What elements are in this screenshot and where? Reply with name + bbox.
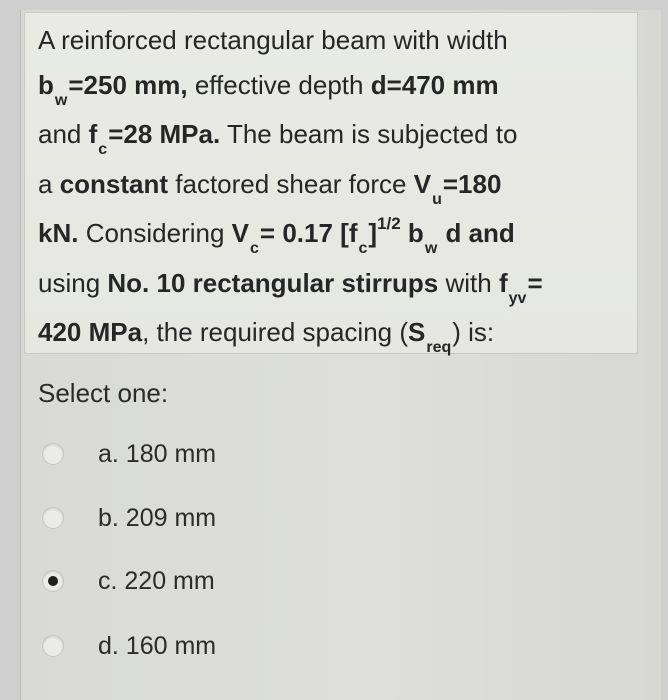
radio-icon[interactable]: [42, 635, 64, 657]
emphasis-text: constant: [59, 168, 169, 199]
question-text-fragment: The beam is subjected to: [220, 119, 518, 149]
subscript-c: c: [358, 240, 368, 257]
subscript-yv: yv: [508, 289, 527, 307]
var-b: b: [38, 69, 54, 100]
question-text-fragment: Considering: [78, 218, 232, 248]
vu-value: =180: [442, 168, 502, 199]
option-label[interactable]: c. 220 mm: [98, 566, 215, 595]
bracket: ]: [368, 218, 378, 248]
select-one-label: Select one:: [38, 378, 169, 408]
equals-sign: =: [527, 267, 543, 298]
question-text-fragment: factored shear force: [168, 168, 414, 199]
var-f: f: [88, 119, 98, 149]
question-text-fragment: a: [38, 168, 60, 199]
option-d[interactable]: [42, 626, 216, 666]
question-text-fragment: with: [438, 267, 499, 298]
question-text: [38, 18, 628, 360]
subscript-req: req: [426, 339, 452, 356]
option-label[interactable]: b. 209 mm: [98, 503, 217, 532]
var-v: V: [413, 168, 432, 199]
subscript-w: w: [424, 240, 438, 257]
radio-checked-icon[interactable]: [42, 570, 64, 592]
bw-value: =250 mm,: [68, 69, 188, 100]
option-b[interactable]: [42, 498, 216, 538]
option-label[interactable]: a. 180 mm: [98, 439, 217, 468]
fyv-value: 420 MPa: [38, 317, 143, 347]
emphasis-text: No. 10 rectangular stirrups: [107, 267, 439, 298]
subscript-c: c: [98, 141, 108, 158]
var-v: V: [231, 218, 250, 248]
question-line: A reinforced rectangular beam with width: [38, 25, 508, 55]
fc-value: =28 MPa.: [108, 119, 221, 149]
question-text-fragment: and: [38, 119, 89, 149]
var-b: b: [400, 218, 424, 248]
subscript-u: u: [432, 190, 442, 208]
var-f: f: [498, 267, 508, 298]
option-c[interactable]: [42, 561, 215, 601]
formula-tail: d and: [438, 218, 515, 248]
var-s: S: [408, 317, 426, 347]
question-text-fragment: , the required spacing (: [142, 317, 409, 347]
superscript-half: 1/2: [377, 214, 401, 233]
unit-kn: kN.: [38, 218, 79, 248]
d-value: d=470 mm: [370, 69, 499, 100]
vc-formula: = 0.17 [f: [259, 218, 358, 248]
subscript-w: w: [54, 91, 68, 109]
option-a[interactable]: [42, 434, 216, 474]
question-text-fragment: ) is:: [452, 317, 495, 347]
question-text-fragment: using: [38, 267, 108, 298]
subscript-c: c: [250, 240, 259, 257]
radio-icon[interactable]: [42, 507, 64, 529]
option-label[interactable]: d. 160 mm: [98, 631, 217, 660]
radio-icon[interactable]: [42, 443, 64, 465]
question-text-fragment: effective depth: [187, 69, 371, 100]
